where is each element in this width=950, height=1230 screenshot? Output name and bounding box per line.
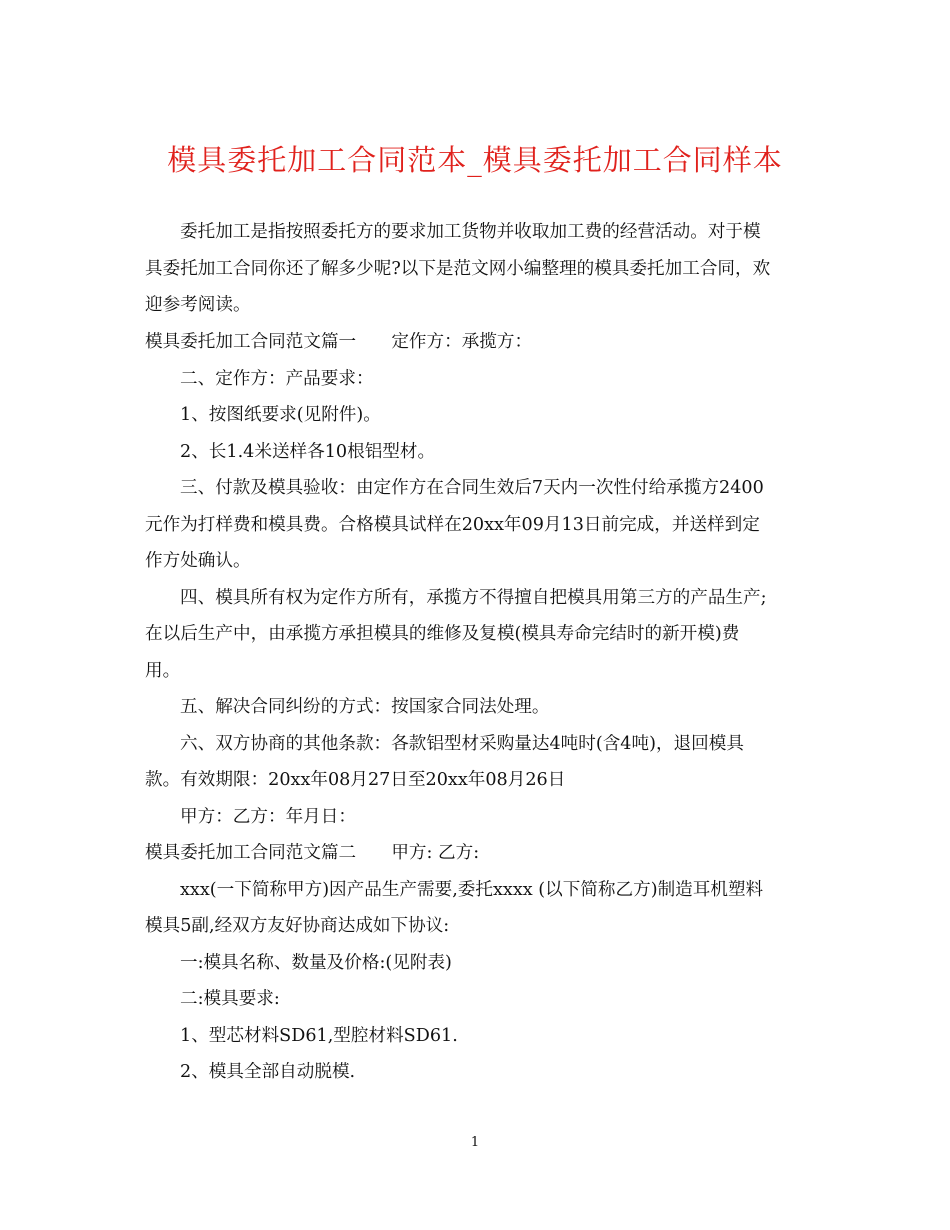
section-heading: 模具委托加工合同范文篇二 甲方: 乙方: [145,843,480,863]
section-heading: 模具委托加工合同范文篇一 定作方：承揽方： [145,332,533,352]
paragraph-line: 用。 [145,661,181,681]
paragraph-line: 五、解决合同纠纷的方式：按国家合同法处理。 [180,697,550,717]
paragraph-line: 1、按图纸要求(见附件)。 [180,405,381,425]
paragraph-line: 一:模具名称、数量及价格:(见附表) [180,953,452,973]
paragraph-line: 款。有效期限：20xx年08月27日至20xx年08月26日 [145,770,566,790]
paragraph-line: 2、模具全部自动脱模. [180,1062,356,1082]
document-title: 模具委托加工合同范本_模具委托加工合同样本 [167,143,783,177]
paragraph-line: 委托加工是指按照委托方的要求加工货物并收取加工费的经营活动。对于模 [180,222,761,242]
paragraph-line: 2、长1.4米送样各10根铝型材。 [180,442,436,462]
paragraph-line: 在以后生产中，由承揽方承担模具的维修及复模(模具寿命完结时的新开模)费 [145,624,740,644]
paragraph-line: 六、双方协商的其他条款：各款铝型材采购量达4吨时(含4吨)，退回模具 [180,734,744,754]
paragraph-line: 1、型芯材料SD61,型腔材料SD61. [180,1026,458,1046]
page-number: 1 [470,1135,480,1150]
paragraph-line: 元作为打样费和模具费。合格模具试样在20xx年09月13日前完成，并送样到定 [145,515,760,535]
paragraph-line: 迎参考阅读。 [145,295,251,315]
paragraph-line: 具委托加工合同你还了解多少呢?以下是范文网小编整理的模具委托加工合同，欢 [145,259,771,279]
paragraph-line: 甲方：乙方：年月日： [180,807,356,827]
paragraph-line: 作方处确认。 [145,551,251,571]
paragraph-line: 二:模具要求: [180,989,280,1009]
paragraph-line: xxx(一下简称甲方)因产品生产需要,委托xxxx (以下简称乙方)制造耳机塑料 [180,880,764,900]
paragraph-line: 三、付款及模具验收：由定作方在合同生效后7天内一次性付给承揽方2400 [180,478,764,498]
paragraph-line: 模具5副,经双方友好协商达成如下协议: [145,916,450,936]
paragraph-line: 二、定作方：产品要求： [180,369,374,389]
paragraph-line: 四、模具所有权为定作方所有，承揽方不得擅自把模具用第三方的产品生产; [180,588,767,608]
